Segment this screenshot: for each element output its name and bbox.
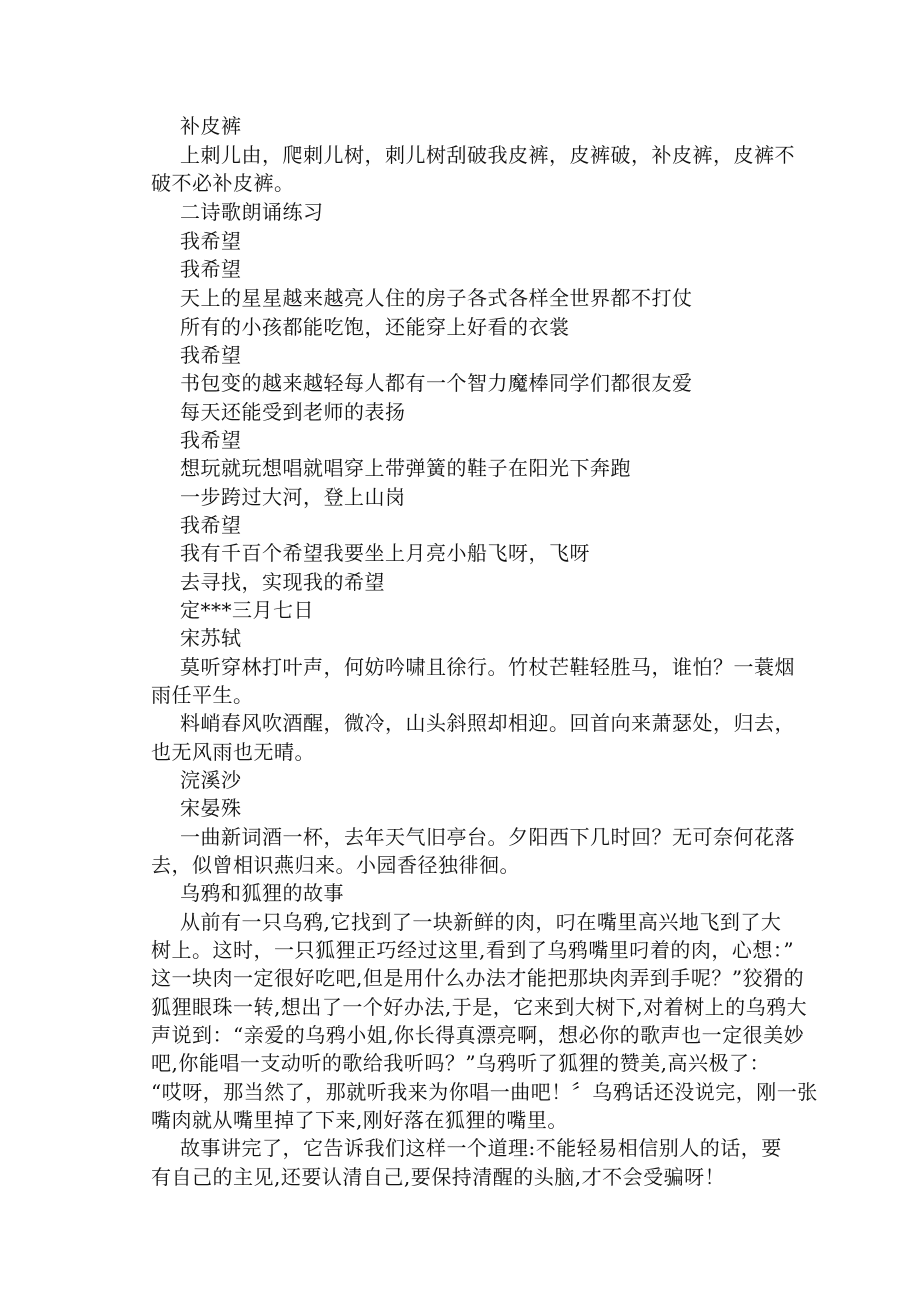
text-line: 我希望: [180, 428, 242, 452]
text-line: 树上。这时，一只狐狸正巧经过这里,看到了乌鸦嘴里叼着的肉，心想：”: [151, 938, 795, 962]
text-line: 去，似曾相识燕归来。小园香径独徘徊。: [151, 853, 520, 877]
text-line: “哎呀，那当然了，那就听我来为你唱一曲吧！〞乌鸦话还没说完，刚一张: [151, 1080, 818, 1104]
text-line: 每天还能受到老师的表扬: [180, 400, 406, 424]
text-line: 定***三月七日: [180, 598, 314, 622]
text-line: 破不必补皮裤。: [151, 171, 295, 195]
text-line: 我有千百个希望我要坐上月亮小船飞呀，飞呀: [180, 541, 590, 565]
poem-author: 宋晏殊: [180, 796, 242, 820]
text-line: 这一块肉一定很好吃吧,但是用什么办法才能把那块肉弄到手呢？”狡猾的: [151, 966, 805, 990]
text-line: 天上的星星越来越亮人住的房子各式各样全世界都不打仗: [180, 286, 693, 310]
text-line: 我希望: [180, 257, 242, 281]
text-line: 声说到：“亲爱的乌鸦小姐,你长得真漂亮啊，想必你的歌声也一定很美妙: [151, 1023, 805, 1047]
text-line: 书包变的越来越轻每人都有一个智力魔棒同学们都很友爱: [180, 371, 693, 395]
poem-title: 我希望: [180, 229, 242, 253]
text-line: 有自己的主见,还要认清自己,要保持清醒的头脑,才不会受骗呀！: [151, 1165, 726, 1189]
text-line: 我希望: [180, 343, 242, 367]
text-line: 我希望: [180, 513, 242, 537]
section-heading: 二诗歌朗诵练习: [180, 200, 324, 224]
text-line: 从前有一只乌鸦,它找到了一块新鲜的肉，叼在嘴里高兴地飞到了大: [180, 910, 782, 934]
text-line: 补皮裤: [180, 114, 242, 138]
text-line: 故事讲完了，它告诉我们这样一个道理:不能轻易相信别人的话，要: [180, 1136, 782, 1160]
text-line: 嘴肉就从嘴里掉了下来,刚好落在狐狸的嘴里。: [151, 1108, 568, 1132]
text-line: 莫听穿林打叶声，何妨吟啸且徐行。竹杖芒鞋轻胜马，谁怕？一蓑烟: [180, 655, 795, 679]
text-line: 雨任平生。: [151, 683, 254, 707]
text-line: 一曲新词酒一杯，去年天气旧亭台。夕阳西下几时回？无可奈何花落: [180, 825, 795, 849]
text-line: 也无风雨也无晴。: [151, 740, 315, 764]
text-line: 吧,你能唱一支动听的歌给我听吗？”乌鸦听了狐狸的赞美,高兴极了：: [151, 1051, 770, 1075]
poem-title: 浣溪沙: [180, 768, 242, 792]
text-line: 所有的小孩都能吃饱，还能穿上好看的衣裳: [180, 315, 570, 339]
text-line: 一步跨过大河，登上山岗: [180, 485, 406, 509]
story-title: 乌鸦和狐狸的故事: [180, 881, 344, 905]
text-line: 去寻找，实现我的希望: [180, 570, 385, 594]
text-line: 料峭春风吹酒醒，微冷，山头斜照却相迎。回首向来萧瑟处，归去，: [180, 711, 795, 735]
text-line: 上刺儿由，爬刺儿树，刺儿树刮破我皮裤，皮裤破，补皮裤，皮裤不: [180, 143, 795, 167]
text-line: 想玩就玩想唱就唱穿上带弹簧的鞋子在阳光下奔跑: [180, 456, 631, 480]
text-line: 狐狸眼珠一转,想出了一个好办法,于是，它来到大树下,对着树上的乌鸦大: [151, 995, 808, 1019]
poem-author: 宋苏轼: [180, 626, 242, 650]
